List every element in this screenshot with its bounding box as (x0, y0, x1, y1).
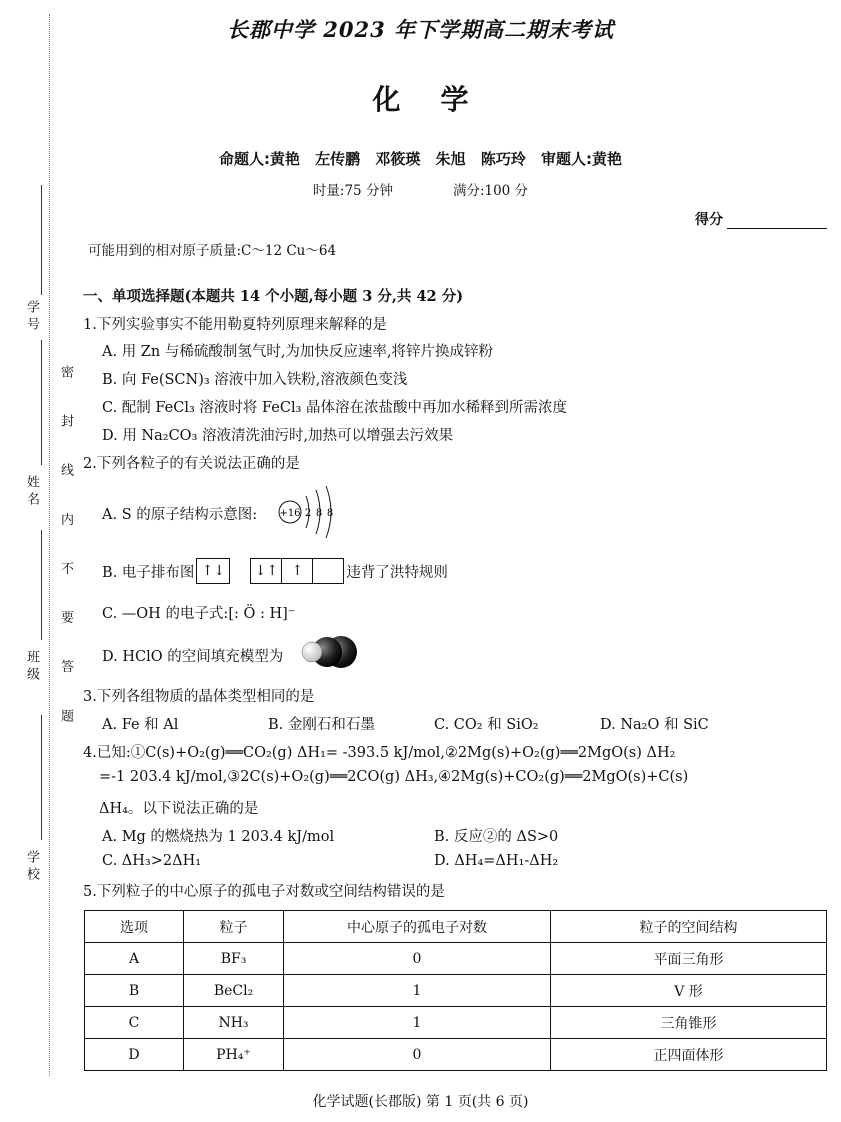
q2-option-a[interactable] (102, 503, 257, 524)
orbital-box-p3 (313, 558, 344, 584)
score-label: 得分 (695, 212, 723, 228)
q3-stem: 3.下列各组物质的晶体类型相同的是 (83, 689, 315, 705)
score-field[interactable] (695, 209, 827, 229)
q3-option-a[interactable]: A. Fe 和 Al (102, 717, 179, 733)
seal-line (49, 14, 50, 1076)
table-cell: 平面三角形 (551, 943, 827, 975)
table-cell: 1 (284, 975, 551, 1007)
q4-line-2: =-1 203.4 kJ/mol,③2C(s)+O₂(g)══2CO(g) ΔH₃,④2Mg(s)+CO₂(g)══2MgO(s)+C(s) (99, 769, 689, 785)
table-cell: A (85, 943, 184, 975)
q2-option-d[interactable] (102, 645, 283, 666)
subject-title: 化学 (372, 83, 509, 116)
shell-count-3: 8 (326, 508, 334, 519)
shell-count-1: 2 (304, 508, 312, 519)
q1-option-d[interactable]: D. 用 Na₂CO₃ 溶液清洗油污时,加热可以增强去污效果 (102, 428, 454, 444)
q2-option-c-text: C. —OH 的电子式: (102, 606, 229, 622)
table-cell: 0 (284, 943, 551, 975)
q1-stem: 1.下列实验事实不能用勒夏特列原理来解释的是 (83, 317, 387, 333)
student-id-line (41, 185, 42, 295)
class-line (41, 530, 42, 640)
table-cell: B (85, 975, 184, 1007)
hydroxyl-electron-formula: [: Ö : H]⁻ (228, 606, 296, 622)
q4-option-d[interactable]: D. ΔH₄=ΔH₁-ΔH₂ (434, 853, 559, 869)
school-label: 学 校 (24, 850, 39, 881)
table-row (85, 1007, 827, 1039)
sulfur-atom-diagram (272, 482, 342, 542)
table-cell: 0 (284, 1039, 551, 1071)
q2-option-a-text: A. S 的原子结构示意图: (102, 507, 258, 523)
q4-option-a[interactable]: A. Mg 的燃烧热为 1 203.4 kJ/mol (102, 829, 335, 845)
q2-option-b[interactable] (102, 558, 448, 584)
table-cell: 正四面体形 (551, 1039, 827, 1071)
school-line (41, 715, 42, 840)
table-row (85, 943, 827, 975)
exam-title: 长郡中学 2023 年下学期高二期末考试 (226, 17, 615, 42)
q2-option-c[interactable] (102, 602, 295, 623)
table-cell: 1 (284, 1007, 551, 1039)
table-header-row (85, 911, 827, 943)
q1-option-b[interactable]: B. 向 Fe(SCN)₃ 溶液中加入铁粉,溶液颜色变浅 (102, 372, 408, 388)
atom-nucleus-label: +16 (279, 508, 301, 519)
table-cell: D (85, 1039, 184, 1071)
score-blank[interactable] (727, 214, 827, 229)
hclo-space-filling-model (299, 634, 359, 670)
q5-stem: 5.下列粒子的中心原子的孤电子对数或空间结构错误的是 (83, 884, 445, 900)
q2-stem: 2.下列各粒子的有关说法正确的是 (83, 456, 300, 472)
table-cell: V 形 (551, 975, 827, 1007)
table-row (85, 975, 827, 1007)
q4-line-3: ΔH₄。以下说法正确的是 (99, 801, 259, 817)
q3-option-d[interactable]: D. Na₂O 和 SiC (600, 717, 709, 733)
q5-table (84, 910, 827, 1071)
name-line (41, 340, 42, 465)
q4-option-b[interactable]: B. 反应②的 ΔS>0 (434, 829, 559, 845)
orbital-group-p (250, 558, 344, 584)
table-cell: BF₃ (184, 943, 284, 975)
table-cell: BeCl₂ (184, 975, 284, 1007)
orbital-box-p2: ↑ (282, 558, 313, 584)
page-footer: 化学试题(长郡版) 第 1 页(共 6 页) (312, 1094, 529, 1110)
q1-option-a[interactable]: A. 用 Zn 与稀硫酸制氢气时,为加快反应速率,将锌片换成锌粉 (102, 344, 494, 360)
orbital-box-p1: ↓↑ (250, 558, 282, 584)
full-score: 满分:100 分 (452, 183, 529, 199)
q4-option-c[interactable]: C. ΔH₃>2ΔH₁ (102, 853, 202, 869)
table-header: 选项 (85, 911, 184, 943)
table-header: 中心原子的孤电子对数 (284, 911, 551, 943)
name-label: 姓 名 (24, 475, 39, 506)
hydrogen-sphere (302, 642, 322, 662)
table-header: 粒子 (184, 911, 284, 943)
student-id-label: 学 号 (24, 300, 39, 331)
q2-option-d-text: D. HClO 的空间填充模型为 (102, 649, 284, 665)
shell-count-2: 8 (315, 508, 323, 519)
q4-line-1: 4.已知:①C(s)+O₂(g)══CO₂(g) ΔH₁= -393.5 kJ/mol,②2Mg(s)+O₂(g)══2MgO(s) ΔH₂ (83, 745, 676, 761)
exam-meta (0, 179, 841, 199)
seal-warning: 密 封 线 内 不 要 答 题 (58, 365, 73, 738)
q3-option-b[interactable]: B. 金刚石和石墨 (268, 717, 375, 733)
table-header: 粒子的空间结构 (551, 911, 827, 943)
class-label: 班 级 (24, 650, 39, 681)
table-row (85, 1039, 827, 1071)
q1-option-c[interactable]: C. 配制 FeCl₃ 溶液时将 FeCl₃ 晶体溶在浓盐酸中再加水稀释到所需浓度 (102, 400, 568, 416)
atomic-mass-note: 可能用到的相对原子质量:C～12 Cu～64 (88, 243, 337, 259)
table-cell: 三角锥形 (551, 1007, 827, 1039)
section-heading: 一、单项选择题(本题共 14 个小题,每小题 3 分,共 42 分) (83, 288, 464, 305)
authors-line: 命题人:黄艳 左传鹏 邓筱瑛 朱旭 陈巧玲 审题人:黄艳 (218, 150, 623, 168)
table-cell: PH₄⁺ (184, 1039, 284, 1071)
table-cell: C (85, 1007, 184, 1039)
time-limit: 时量:75 分钟 (312, 183, 393, 199)
table-cell: NH₃ (184, 1007, 284, 1039)
q3-option-c[interactable]: C. CO₂ 和 SiO₂ (434, 717, 539, 733)
orbital-box-s: ↑↓ (196, 558, 230, 584)
q2-option-b-text: B. 电子排布图 (102, 564, 195, 581)
q2-option-b-suffix: 违背了洪特规则 (346, 564, 448, 581)
